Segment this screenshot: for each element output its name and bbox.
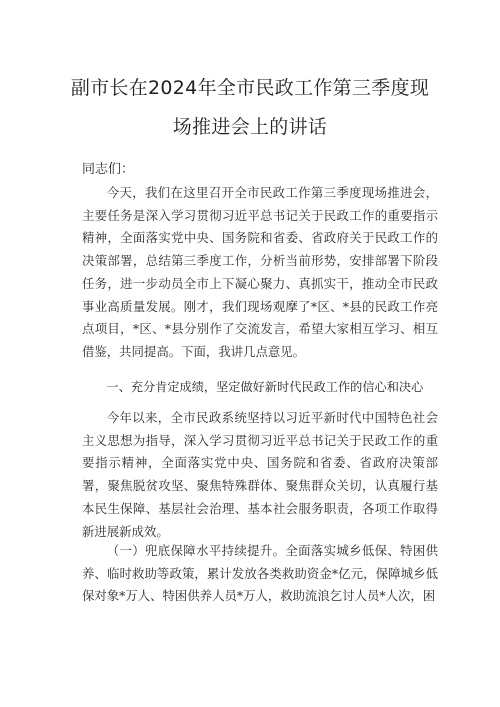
document-title-line-1: 副市长在2024年全市民政工作第三季度现 (70, 77, 430, 99)
paragraph-subsection-1: （一）兜底保障水平持续提升。全面落实城乡低保、特困供养、临时救助等政策，累计发放各类救助资金*亿元，保障城乡低保对象*万人、特困供养人员*万人，救助流浪乞讨人员*人次，困 (82, 543, 438, 604)
greeting: 同志们： (82, 162, 135, 177)
document-title-line-2: 场推进会上的讲话 (172, 116, 328, 138)
paragraph-intro: 今天，我们在这里召开全市民政工作第三季度现场推进会，主要任务是深入学习贯彻习近平总书记关于民政工作的重要指示精神，全面落实党中央、国务院和省委、省政府关于民政工作的决策部署，总结第三季度工作，分析当前形势，安排部署下阶段任务，进一步动员全市上下凝心聚力、真抓实干，推动全市民政事业高质量发展。刚才，我们现场观摩了*区、*县的民政工作亮点项目，*区、*县分别作了交流发言，希望大家相互学习、相互借鉴，共同提高。下面，我讲几点意见。 (82, 185, 438, 359)
paragraph-achievements: 今年以来，全市民政系统坚持以习近平新时代中国特色社会主义思想为指导，深入学习贯彻习近平总书记关于民政工作的重要指示精神，全面落实党中央、国务院和省委、省政府决策部署，聚焦脱贫攻坚、聚焦特殊群体、聚焦群众关切，认真履行基本民生保障、基层社会治理、基本社会服务职责，各项工作取得新进展新成效。 (82, 410, 438, 539)
section-heading-1: 一、充分肯定成绩，坚定做好新时代民政工作的信心和决心 (106, 380, 424, 394)
